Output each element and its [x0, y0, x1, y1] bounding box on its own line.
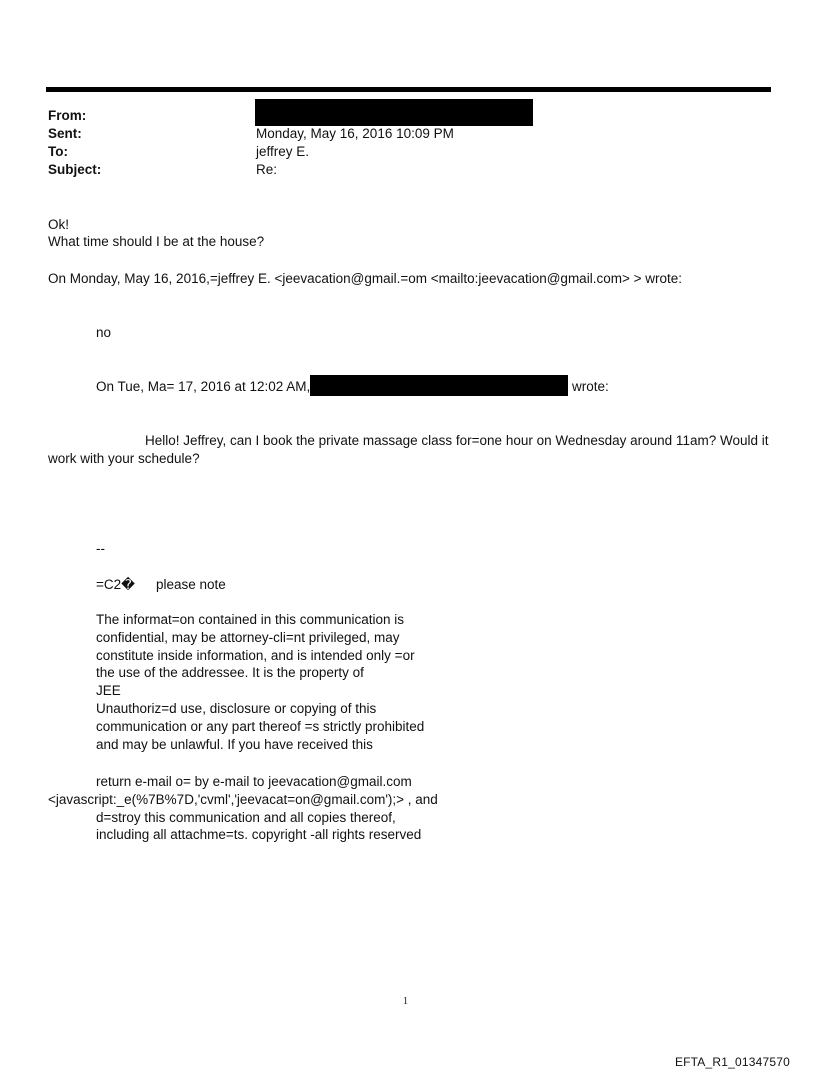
to-value: jeffrey E.: [256, 144, 310, 159]
disclaimer-line: the use of the addressee. It is the property of: [96, 665, 364, 681]
signature-c2: =C2�: [96, 577, 135, 592]
sent-label: Sent:: [48, 126, 82, 141]
disclaimer-line: JEE: [96, 683, 121, 699]
signature-dash: --: [96, 541, 105, 556]
subject-label: Subject:: [48, 162, 102, 177]
body-line-ok: Ok!: [48, 217, 70, 232]
sender-redaction: [310, 375, 568, 396]
quote-header-2-prefix: On Tue, Ma= 17, 2016 at 12:02 AM,: [96, 379, 311, 394]
from-label: From:: [48, 108, 87, 123]
reply-no: no: [96, 325, 112, 340]
return-line-2: <javascript:_e(%7B%7D,'cvml','jeevacat=on@gmail.com');> , and: [48, 792, 438, 807]
from-redaction: [255, 99, 533, 126]
disclaimer-line: Unauthoriz=d use, disclosure or copying of this: [96, 700, 377, 716]
disclaimer-line: and may be unlawful. If you have received this: [96, 736, 373, 752]
disclaimer-line: constitute inside information, and is intended only =or: [96, 647, 415, 663]
disclaimer-line: confidential, may be attorney-cli=nt privileged, may: [96, 629, 400, 645]
message-line-2: work with your schedule?: [48, 451, 200, 466]
to-label: To:: [48, 144, 68, 159]
subject-value: Re:: [256, 162, 278, 177]
body-line-question: What time should I be at the house?: [48, 234, 265, 249]
message-line-1: Hello! Jeffrey, can I book the private massage class for=one hour on Wednesday around 11am? Would it: [145, 433, 769, 448]
document-id: EFTA_R1_01347570: [674, 1055, 790, 1069]
return-line-3: d=stroy this communication and all copies thereof,: [96, 810, 396, 825]
disclaimer-line: The informat=on contained in this communication is: [96, 612, 405, 627]
sent-value: Monday, May 16, 2016 10:09 PM: [256, 126, 454, 141]
return-line-4: including all attachme=ts. copyright -all rights reserved: [96, 827, 422, 842]
quote-header-1: On Monday, May 16, 2016,=jeffrey E. <jeevacation@gmail.=om <mailto:jeevacation@gmail.com> > wrote:: [48, 271, 682, 286]
quote-header-2-suffix: wrote:: [572, 379, 609, 394]
top-divider: [46, 87, 771, 92]
disclaimer-block: [96, 611, 424, 753]
disclaimer-line: communication or any part thereof =s strictly prohibited: [96, 718, 425, 734]
return-line-1: return e-mail o= by e-mail to jeevacation@gmail.com: [96, 774, 412, 789]
signature-note: please note: [156, 577, 226, 592]
page-number: 1: [403, 996, 408, 1007]
